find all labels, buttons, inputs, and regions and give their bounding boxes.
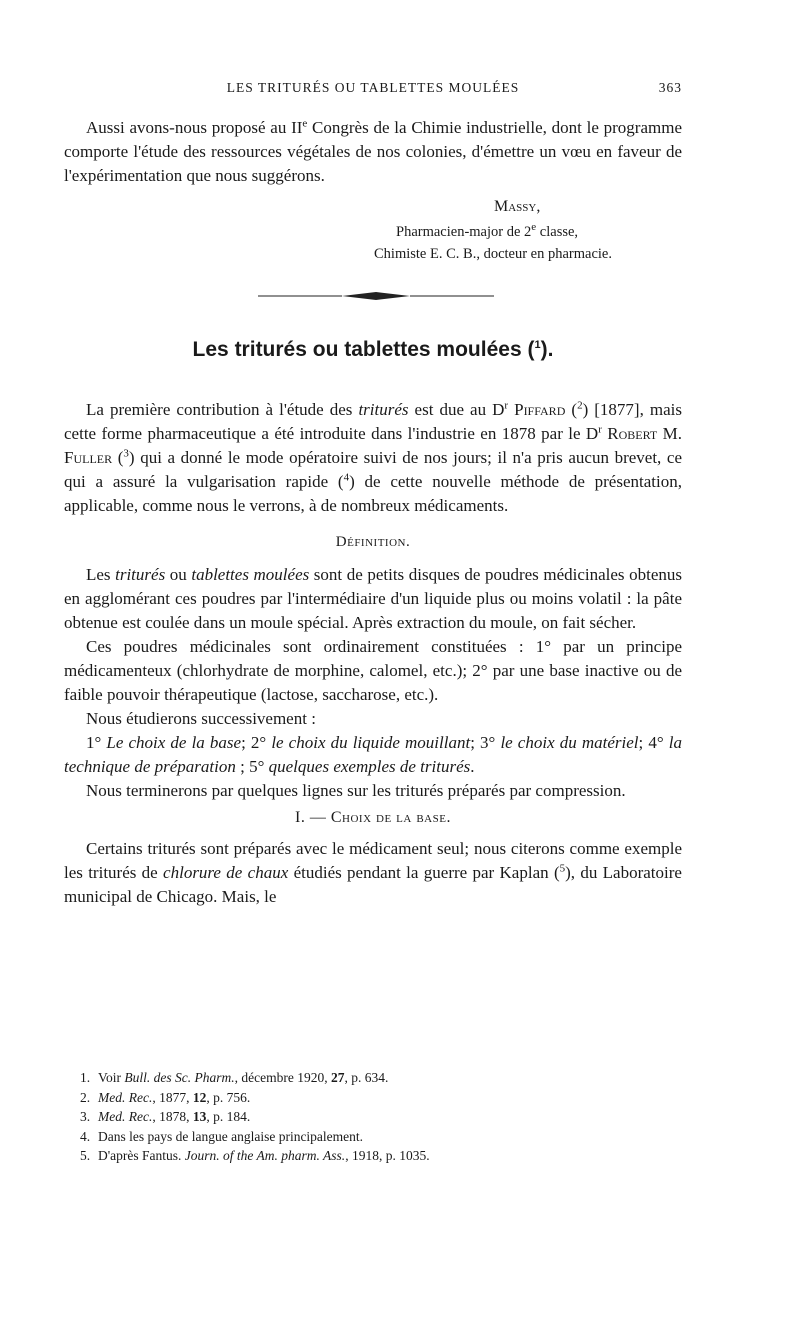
page-number: 363 [658,80,682,95]
signature-name: Massy, [494,198,541,215]
definition-heading: Définition. [335,534,411,550]
paragraph-plan-list: 1° Le choix de la base; 2° le choix du liquide mouillant; 3° le choix du matériel; 4° la technique de préparation ; 5° quelques exemples de triturés. [64,733,682,776]
paragraph-compression: Nous terminerons par quelques lignes sur les triturés préparés par compression. [86,781,626,800]
paragraph-composition: Ces poudres médicinales sont ordinairement constituées : 1° par un principe médicamenteux (chlorhydrate de morphine, calomel, etc.); 2° par une base inactive ou de faible pouvoir thérapeutique (lactose, saccharose, etc.). [64,637,682,704]
signature-affiliation: Chimiste E. C. B., docteur en pharmacie. [374,246,612,262]
paragraph-base: Certains triturés sont préparés avec le médicament seul; nous citerons comme exemple les triturés de chlorure de chaux étudiés pendant la guerre par Kaplan ($^5$), du Laboratoire municipal de Chicago. Mais, le [64,839,682,906]
footnote: 4. Dans les pays de langue anglaise principalement. [80,1128,364,1144]
footnotes [80,1068,680,1166]
intro-paragraph: Aussi avons-nous proposé au IIe Congrès de la Chimie industrielle, dont le programme comporte l'étude des ressources végétales de nos colonies, d'émettre un vœu en faveur de l'expérimentation que nous suggérons. [64,117,682,185]
divider-ornament [258,288,494,304]
footnote: 5. D'après Fantus. Journ. of the Am. pharm. Ass., 1918, p. 1035. [80,1148,430,1163]
paragraph-definition: Les triturés ou tablettes moulées sont de petits disques de poudres médicinales obtenus en agglomérant ces poudres par l'intermédiaire d'un liquide plus ou moins volatil : la pâte obtenue est coulée dans un moule spécial. Après extraction du moule, on fait sécher. [64,565,682,632]
footnote: 3. Med. Rec., 1878, 13, p. 184. [80,1109,251,1124]
paragraph-history: La première contribution à l'étude des triturés est due au $D^r$ Piffard ($^2$) [1877], mais cette forme pharmaceutique a été introduite dans l'industrie en 1878 par le $D^r$ Robert M. Fuller ($^3$) qui a donné le mode opératoire suivi de nos jours; il n'a pris aucun brevet, ce qui a assuré la vulgarisation rapide ($^4$) de cette nouvelle méthode de présentation, applicable, comme nous le verrons, à de nombreux médicaments. [64,399,682,515]
article-body [64,398,682,909]
section-heading-choix-base: I. — Choix de la base. [295,809,451,826]
running-head [64,80,682,102]
running-title: LES TRITURÉS OU TABLETTES MOULÉES [226,80,520,95]
footnote: 2. Med. Rec., 1877, 12, p. 756. [80,1089,251,1105]
paragraph-plan-intro: Nous étudierons successivement : [86,709,316,728]
footnote: 1. Voir Bull. des Sc. Pharm., décembre 1920, 27, p. 634. [80,1070,389,1085]
signature-title: Pharmacien-major de 2e classe, [396,221,579,240]
article-title: Les triturés ou tablettes moulées ($^1$). [192,338,554,361]
